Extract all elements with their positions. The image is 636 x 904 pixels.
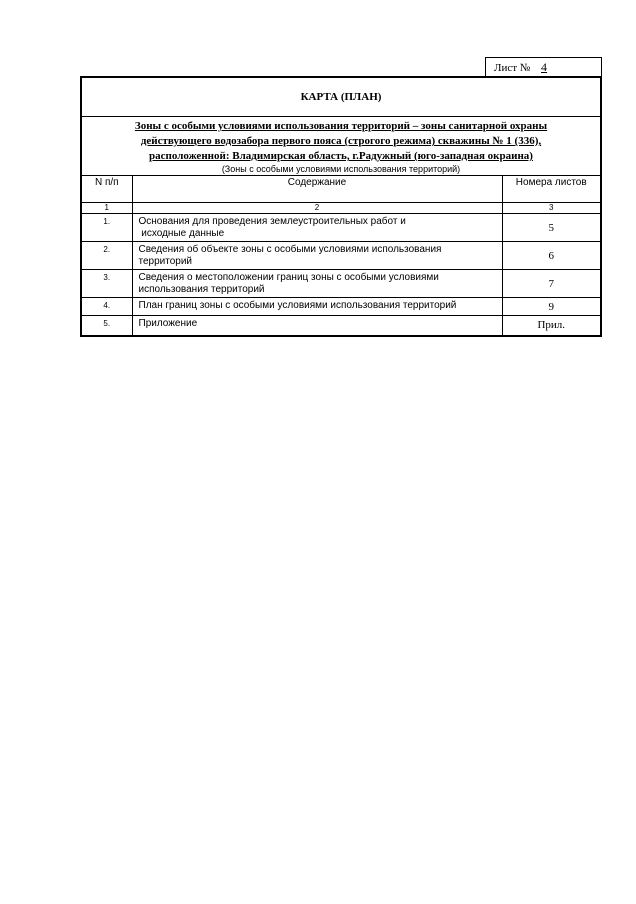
sheet-label: Лист №: [494, 62, 531, 74]
row-number: 1.: [82, 214, 132, 242]
map-document: [80, 76, 602, 337]
map-title: КАРТА (ПЛАН): [82, 78, 600, 117]
table-row: [82, 270, 600, 298]
row-number: 4.: [82, 298, 132, 316]
row-pages: 5: [502, 214, 600, 242]
row-content: [132, 270, 502, 298]
header-content: Содержание: [132, 176, 502, 203]
contents-table: [82, 175, 600, 335]
row-content: [132, 214, 502, 242]
zone-heading-line-2: действующего водозабора первого пояса (строгого режима) скважины № 1 (336),: [140, 135, 542, 147]
column-number: 3: [502, 203, 600, 214]
row-content-line: Основания для проведения землеустроительных работ и: [138, 216, 406, 227]
row-content-line: исходные данные: [138, 228, 225, 239]
row-content-line: использования территорий: [138, 284, 265, 295]
table-row: [82, 214, 600, 242]
table-header-row: [82, 176, 600, 203]
column-number: 2: [132, 203, 502, 214]
sheet-number-box: [485, 57, 602, 76]
table-row: [82, 242, 600, 270]
header-pages: Номера листов: [502, 176, 600, 203]
row-number: 5.: [82, 316, 132, 335]
table-row: [82, 298, 600, 316]
row-content-line: Сведения о местоположении границ зоны с особыми условиями: [138, 272, 439, 283]
header-num: N п/п: [82, 176, 132, 203]
column-numbers-row: [82, 203, 600, 214]
zone-heading-line-1: Зоны с особыми условиями использования территорий – зоны санитарной охраны: [134, 120, 548, 132]
row-content: [132, 242, 502, 270]
zone-heading-line-3: расположенной: Владимирская область, г.Радужный (юго-западная окраина): [149, 150, 533, 162]
row-pages: 7: [502, 270, 600, 298]
row-pages: 6: [502, 242, 600, 270]
row-content: [132, 316, 502, 335]
row-content-line: территорий: [138, 256, 193, 267]
table-row: [82, 316, 600, 335]
sheet-number: 4: [541, 60, 548, 74]
row-pages: 9: [502, 298, 600, 316]
row-content-line: Приложение: [138, 318, 198, 329]
row-content-line: Сведения об объекте зоны с особыми условиями использования: [138, 244, 442, 255]
row-content: [132, 298, 502, 316]
column-number: 1: [82, 203, 132, 214]
zone-heading: [82, 117, 600, 164]
zone-subtitle: (Зоны с особыми условиями использования территорий): [221, 164, 461, 174]
row-pages: Прил.: [502, 316, 600, 335]
row-content-line: План границ зоны с особыми условиями использования территорий: [138, 300, 457, 311]
row-number: 2.: [82, 242, 132, 270]
row-number: 3.: [82, 270, 132, 298]
